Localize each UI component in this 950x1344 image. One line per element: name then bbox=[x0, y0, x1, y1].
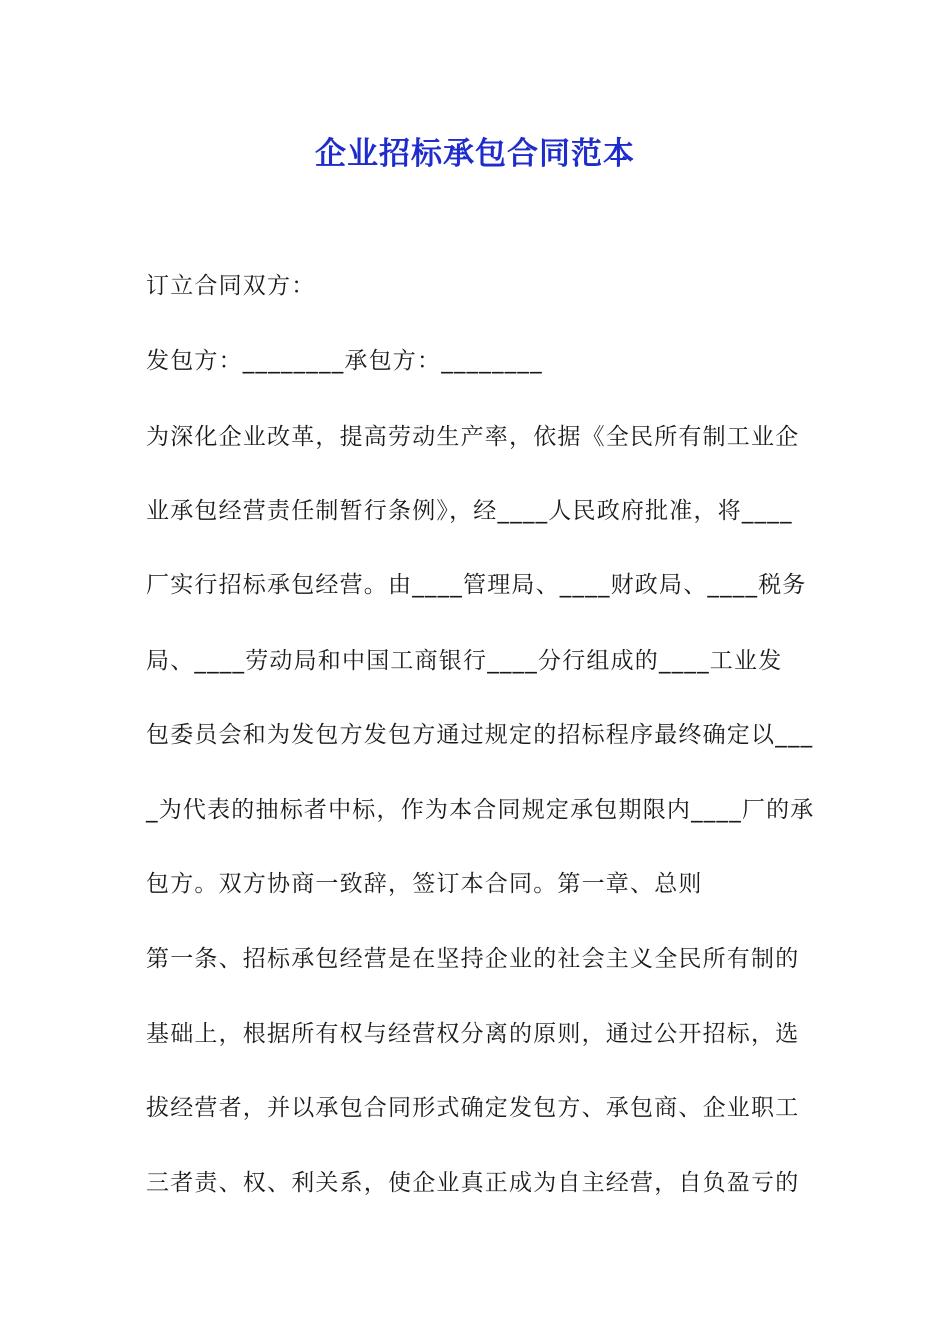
article-line: 基础上，根据所有权与经营权分离的原则，通过公开招标，选 bbox=[146, 1021, 800, 1047]
paragraph-line: 厂实行招标承包经营。由____管理局、____财政局、____税务 bbox=[146, 572, 807, 598]
paragraph-line: _为代表的抽标者中标，作为本合同规定承包期限内____厂的承 bbox=[146, 797, 815, 823]
document-title: 企业招标承包合同范本 bbox=[315, 136, 635, 172]
paragraph-line: 包委员会和为发包方发包方通过规定的招标程序最终确定以___ bbox=[146, 722, 814, 748]
paragraph-line: 为深化企业改革，提高劳动生产率，依据《全民所有制工业企 bbox=[146, 424, 800, 450]
paragraph-line: 局、____劳动局和中国工商银行____分行组成的____工业发 bbox=[146, 648, 783, 674]
article-line: 第一条、招标承包经营是在坚持企业的社会主义全民所有制的 bbox=[146, 946, 800, 972]
article-line: 三者责、权、利关系，使企业真正成为自主经营，自负盈亏的 bbox=[146, 1170, 800, 1196]
parties-line: 发包方：________承包方：________ bbox=[146, 348, 543, 374]
contract-parties-heading: 订立合同双方： bbox=[146, 273, 316, 299]
paragraph-line: 业承包经营责任制暂行条例》，经____人民政府批准，将____ bbox=[146, 498, 793, 524]
paragraph-line: 包方。双方协商一致辞，签订本合同。第一章、总则 bbox=[146, 871, 703, 897]
article-line: 拔经营者，并以承包合同形式确定发包方、承包商、企业职工 bbox=[146, 1095, 800, 1121]
